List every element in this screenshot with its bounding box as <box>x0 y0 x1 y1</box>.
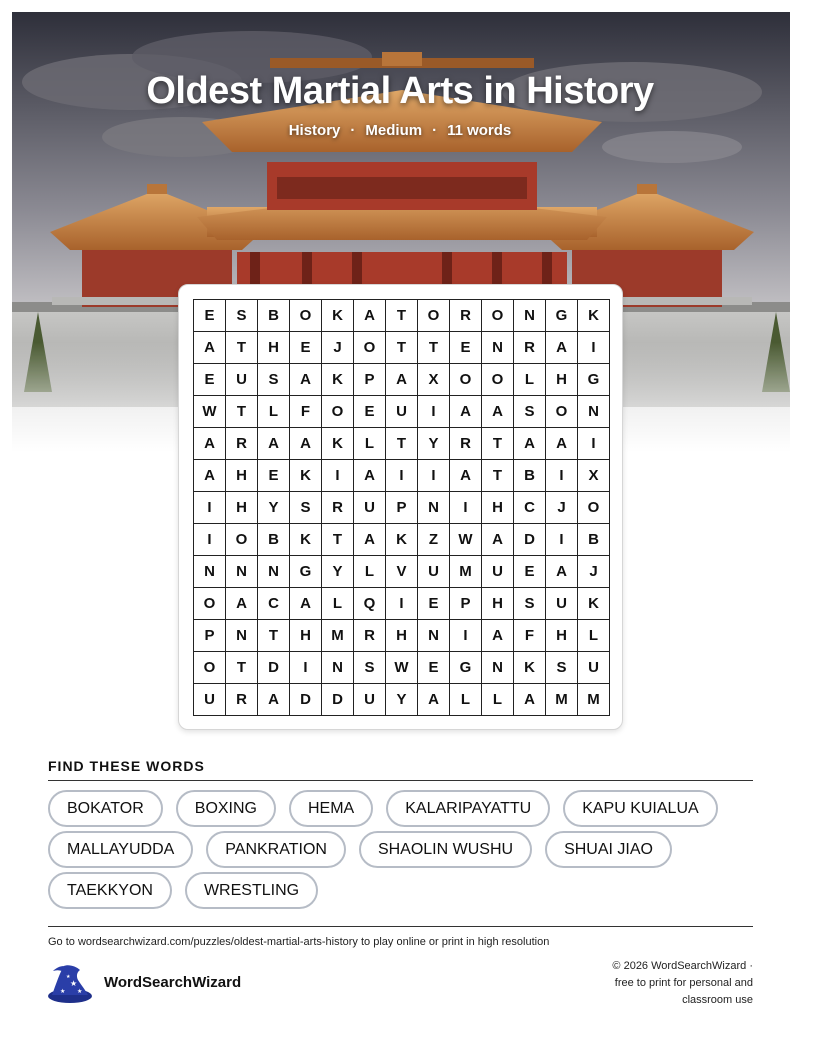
puzzle-meta <box>0 122 800 139</box>
grid-cell[interactable]: Q <box>354 588 386 620</box>
svg-text:★: ★ <box>66 974 71 980</box>
grid-cell[interactable]: U <box>354 492 386 524</box>
grid-cell[interactable]: O <box>290 300 322 332</box>
page-title: Oldest Martial Arts in History <box>146 70 654 112</box>
copyright-line: classroom use <box>682 994 753 1006</box>
grid-cell[interactable]: A <box>290 364 322 396</box>
grid-cell[interactable]: H <box>290 620 322 652</box>
grid-cell[interactable]: N <box>322 652 354 684</box>
grid-cell[interactable]: F <box>290 396 322 428</box>
grid-cell[interactable]: R <box>226 684 258 716</box>
grid-cell[interactable]: M <box>450 556 482 588</box>
grid-cell[interactable]: I <box>194 492 226 524</box>
grid-cell[interactable]: I <box>546 460 578 492</box>
grid-cell[interactable]: W <box>450 524 482 556</box>
grid-cell[interactable]: E <box>258 460 290 492</box>
grid-cell[interactable]: T <box>386 428 418 460</box>
grid-cell[interactable]: I <box>418 396 450 428</box>
grid-cell[interactable]: E <box>354 396 386 428</box>
grid-cell[interactable]: A <box>482 524 514 556</box>
grid-cell[interactable]: D <box>290 684 322 716</box>
grid-cell[interactable]: U <box>418 556 450 588</box>
grid-cell[interactable]: A <box>482 620 514 652</box>
grid-cell[interactable]: H <box>226 492 258 524</box>
grid-cell[interactable]: O <box>482 364 514 396</box>
grid-cell[interactable]: E <box>418 588 450 620</box>
grid-cell[interactable]: N <box>226 620 258 652</box>
grid-cell[interactable]: L <box>482 684 514 716</box>
grid-cell[interactable]: B <box>578 524 610 556</box>
grid-cell[interactable]: I <box>194 524 226 556</box>
grid-cell[interactable]: A <box>546 428 578 460</box>
grid-cell[interactable]: A <box>290 588 322 620</box>
grid-cell[interactable]: N <box>418 620 450 652</box>
separator-dot: · <box>432 122 438 139</box>
grid-cell[interactable]: O <box>450 364 482 396</box>
grid-cell[interactable]: R <box>450 300 482 332</box>
grid-cell[interactable]: Y <box>386 684 418 716</box>
grid-cell[interactable]: A <box>290 428 322 460</box>
grid-cell[interactable]: W <box>386 652 418 684</box>
grid-cell[interactable]: A <box>354 460 386 492</box>
grid-cell[interactable]: E <box>418 652 450 684</box>
grid-cell[interactable]: M <box>322 620 354 652</box>
word-row <box>48 831 768 868</box>
grid-cell[interactable]: O <box>482 300 514 332</box>
word-pill[interactable]: WRESTLING <box>185 872 318 909</box>
word-pill[interactable]: BOXING <box>176 790 276 827</box>
grid-cell[interactable]: E <box>450 332 482 364</box>
grid-cell[interactable]: G <box>290 556 322 588</box>
grid-cell[interactable]: R <box>322 492 354 524</box>
wizard-hat-icon <box>46 962 94 1006</box>
copyright-line: free to print for personal and <box>614 977 753 989</box>
grid-cell[interactable]: K <box>578 588 610 620</box>
grid-cell[interactable]: L <box>450 684 482 716</box>
grid-cell[interactable]: R <box>354 620 386 652</box>
grid-cell[interactable]: K <box>322 364 354 396</box>
word-row <box>48 872 768 909</box>
grid-cell[interactable]: C <box>514 492 546 524</box>
grid-cell[interactable]: A <box>354 524 386 556</box>
grid-cell[interactable]: B <box>514 460 546 492</box>
grid-cell[interactable]: L <box>258 396 290 428</box>
puzzle-card <box>178 284 623 730</box>
grid-cell[interactable]: I <box>450 492 482 524</box>
grid-cell[interactable]: L <box>322 588 354 620</box>
grid-cell[interactable]: X <box>578 460 610 492</box>
grid-cell[interactable]: U <box>482 556 514 588</box>
grid-cell[interactable]: I <box>386 588 418 620</box>
grid-cell[interactable]: J <box>578 556 610 588</box>
grid-cell[interactable]: G <box>578 364 610 396</box>
grid-cell[interactable]: N <box>226 556 258 588</box>
grid-cell[interactable]: S <box>546 652 578 684</box>
grid-cell[interactable]: E <box>194 364 226 396</box>
word-pill[interactable]: SHUAI JIAO <box>545 831 672 868</box>
copyright-notice <box>583 958 753 1009</box>
grid-cell[interactable]: K <box>322 300 354 332</box>
grid-cell[interactable]: P <box>194 620 226 652</box>
grid-cell[interactable]: A <box>386 364 418 396</box>
grid-cell[interactable]: U <box>194 684 226 716</box>
grid-cell[interactable]: K <box>322 428 354 460</box>
divider <box>48 926 753 927</box>
grid-cell[interactable]: O <box>418 300 450 332</box>
grid-cell[interactable]: V <box>386 556 418 588</box>
grid-cell[interactable]: N <box>482 652 514 684</box>
grid-cell[interactable]: H <box>258 332 290 364</box>
grid-cell[interactable]: N <box>514 300 546 332</box>
grid-cell[interactable]: I <box>386 460 418 492</box>
grid-cell[interactable]: F <box>514 620 546 652</box>
grid-cell[interactable]: Y <box>322 556 354 588</box>
word-count-label: 11 words <box>447 122 512 139</box>
word-pill[interactable]: HEMA <box>289 790 373 827</box>
copyright-line: © 2026 WordSearchWizard · <box>612 960 753 972</box>
grid-cell[interactable]: I <box>546 524 578 556</box>
grid-cell[interactable]: T <box>226 652 258 684</box>
grid-cell[interactable]: G <box>450 652 482 684</box>
grid-cell[interactable]: E <box>194 300 226 332</box>
grid-cell[interactable]: P <box>450 588 482 620</box>
grid-cell[interactable]: A <box>258 684 290 716</box>
grid-cell[interactable]: N <box>578 396 610 428</box>
svg-text:★: ★ <box>70 979 78 988</box>
grid-cell[interactable]: L <box>354 556 386 588</box>
grid-cell[interactable]: U <box>386 396 418 428</box>
difficulty-label: Medium <box>365 122 423 139</box>
grid-cell[interactable]: A <box>450 460 482 492</box>
grid-cell[interactable]: H <box>482 492 514 524</box>
grid-cell[interactable]: I <box>578 428 610 460</box>
letter-grid[interactable] <box>193 299 610 716</box>
grid-cell[interactable]: A <box>194 332 226 364</box>
grid-cell[interactable]: O <box>226 524 258 556</box>
grid-cell[interactable]: K <box>386 524 418 556</box>
grid-cell[interactable]: U <box>226 364 258 396</box>
separator-dot: · <box>350 122 356 139</box>
grid-cell[interactable]: S <box>514 588 546 620</box>
grid-cell[interactable]: K <box>290 460 322 492</box>
grid-cell[interactable]: Y <box>258 492 290 524</box>
grid-cell[interactable]: H <box>386 620 418 652</box>
grid-cell[interactable]: S <box>354 652 386 684</box>
grid-cell[interactable]: N <box>194 556 226 588</box>
grid-cell[interactable]: T <box>386 332 418 364</box>
grid-cell[interactable]: C <box>258 588 290 620</box>
grid-cell[interactable]: O <box>194 588 226 620</box>
word-pill[interactable]: SHAOLIN WUSHU <box>359 831 532 868</box>
grid-cell[interactable]: R <box>226 428 258 460</box>
grid-cell[interactable]: N <box>418 492 450 524</box>
word-pill[interactable]: TAEKKYON <box>48 872 172 909</box>
grid-cell[interactable]: T <box>482 460 514 492</box>
word-pill[interactable]: PANKRATION <box>206 831 346 868</box>
grid-cell[interactable]: A <box>354 300 386 332</box>
grid-cell[interactable]: N <box>482 332 514 364</box>
grid-cell[interactable]: A <box>194 460 226 492</box>
grid-cell[interactable]: Z <box>418 524 450 556</box>
grid-cell[interactable]: T <box>226 332 258 364</box>
grid-cell[interactable]: O <box>322 396 354 428</box>
grid-cell[interactable]: I <box>578 332 610 364</box>
word-pill[interactable]: MALLAYUDDA <box>48 831 193 868</box>
grid-cell[interactable]: A <box>450 396 482 428</box>
grid-cell[interactable]: A <box>258 428 290 460</box>
grid-cell[interactable]: J <box>546 492 578 524</box>
grid-cell[interactable]: T <box>482 428 514 460</box>
grid-cell[interactable]: I <box>418 460 450 492</box>
grid-cell[interactable]: O <box>546 396 578 428</box>
grid-cell[interactable]: L <box>514 364 546 396</box>
grid-cell[interactable]: S <box>514 396 546 428</box>
grid-cell[interactable]: O <box>578 492 610 524</box>
grid-cell[interactable]: G <box>546 300 578 332</box>
grid-cell[interactable]: S <box>258 364 290 396</box>
grid-cell[interactable]: A <box>418 684 450 716</box>
grid-cell[interactable]: A <box>514 684 546 716</box>
grid-cell[interactable]: B <box>258 300 290 332</box>
grid-cell[interactable]: N <box>258 556 290 588</box>
grid-cell[interactable]: A <box>546 332 578 364</box>
grid-cell[interactable]: A <box>546 556 578 588</box>
grid-cell[interactable]: S <box>226 300 258 332</box>
category-label: History <box>288 122 341 139</box>
grid-cell[interactable]: A <box>482 396 514 428</box>
grid-cell[interactable]: T <box>418 332 450 364</box>
grid-cell[interactable]: U <box>546 588 578 620</box>
grid-cell[interactable]: E <box>290 332 322 364</box>
brand-name[interactable]: WordSearchWizard <box>104 974 242 991</box>
grid-cell[interactable]: O <box>194 652 226 684</box>
grid-cell[interactable]: R <box>450 428 482 460</box>
word-row <box>48 790 768 827</box>
grid-cell[interactable]: T <box>226 396 258 428</box>
grid-cell[interactable]: A <box>194 428 226 460</box>
grid-cell[interactable]: L <box>354 428 386 460</box>
grid-cell[interactable]: K <box>514 652 546 684</box>
grid-cell[interactable]: I <box>290 652 322 684</box>
svg-text:★: ★ <box>77 988 83 995</box>
grid-cell[interactable]: D <box>514 524 546 556</box>
grid-cell[interactable]: I <box>450 620 482 652</box>
grid-cell[interactable]: L <box>578 620 610 652</box>
grid-cell[interactable]: B <box>258 524 290 556</box>
word-bank <box>48 790 768 913</box>
grid-cell[interactable]: T <box>322 524 354 556</box>
grid-cell[interactable]: T <box>258 620 290 652</box>
grid-cell[interactable]: H <box>482 588 514 620</box>
grid-cell[interactable]: O <box>354 332 386 364</box>
grid-cell[interactable]: P <box>386 492 418 524</box>
grid-cell[interactable]: U <box>578 652 610 684</box>
grid-cell[interactable]: D <box>258 652 290 684</box>
grid-cell[interactable]: H <box>546 364 578 396</box>
word-pill[interactable]: KAPU KUIALUA <box>563 790 717 827</box>
grid-cell[interactable]: T <box>386 300 418 332</box>
grid-cell[interactable]: S <box>290 492 322 524</box>
grid-cell[interactable]: D <box>322 684 354 716</box>
divider <box>48 780 753 781</box>
grid-cell[interactable]: U <box>354 684 386 716</box>
word-pill[interactable]: BOKATOR <box>48 790 163 827</box>
grid-cell[interactable]: H <box>546 620 578 652</box>
grid-cell[interactable]: X <box>418 364 450 396</box>
grid-cell[interactable]: I <box>322 460 354 492</box>
grid-cell[interactable]: A <box>226 588 258 620</box>
grid-cell[interactable]: M <box>578 684 610 716</box>
grid-cell[interactable]: Y <box>418 428 450 460</box>
svg-text:★: ★ <box>60 988 66 995</box>
grid-cell[interactable]: E <box>514 556 546 588</box>
grid-cell[interactable]: R <box>514 332 546 364</box>
grid-cell[interactable]: P <box>354 364 386 396</box>
word-bank-heading: FIND THESE WORDS <box>48 758 205 774</box>
grid-cell[interactable]: M <box>546 684 578 716</box>
grid-cell[interactable]: W <box>194 396 226 428</box>
grid-cell[interactable]: H <box>226 460 258 492</box>
grid-cell[interactable]: K <box>578 300 610 332</box>
grid-cell[interactable]: J <box>322 332 354 364</box>
grid-cell[interactable]: A <box>514 428 546 460</box>
word-pill[interactable]: KALARIPAYATTU <box>386 790 550 827</box>
grid-cell[interactable]: K <box>290 524 322 556</box>
footer-url-text[interactable]: Go to wordsearchwizard.com/puzzles/oldest-martial-arts-history to play online or print in high resolution <box>48 936 550 948</box>
